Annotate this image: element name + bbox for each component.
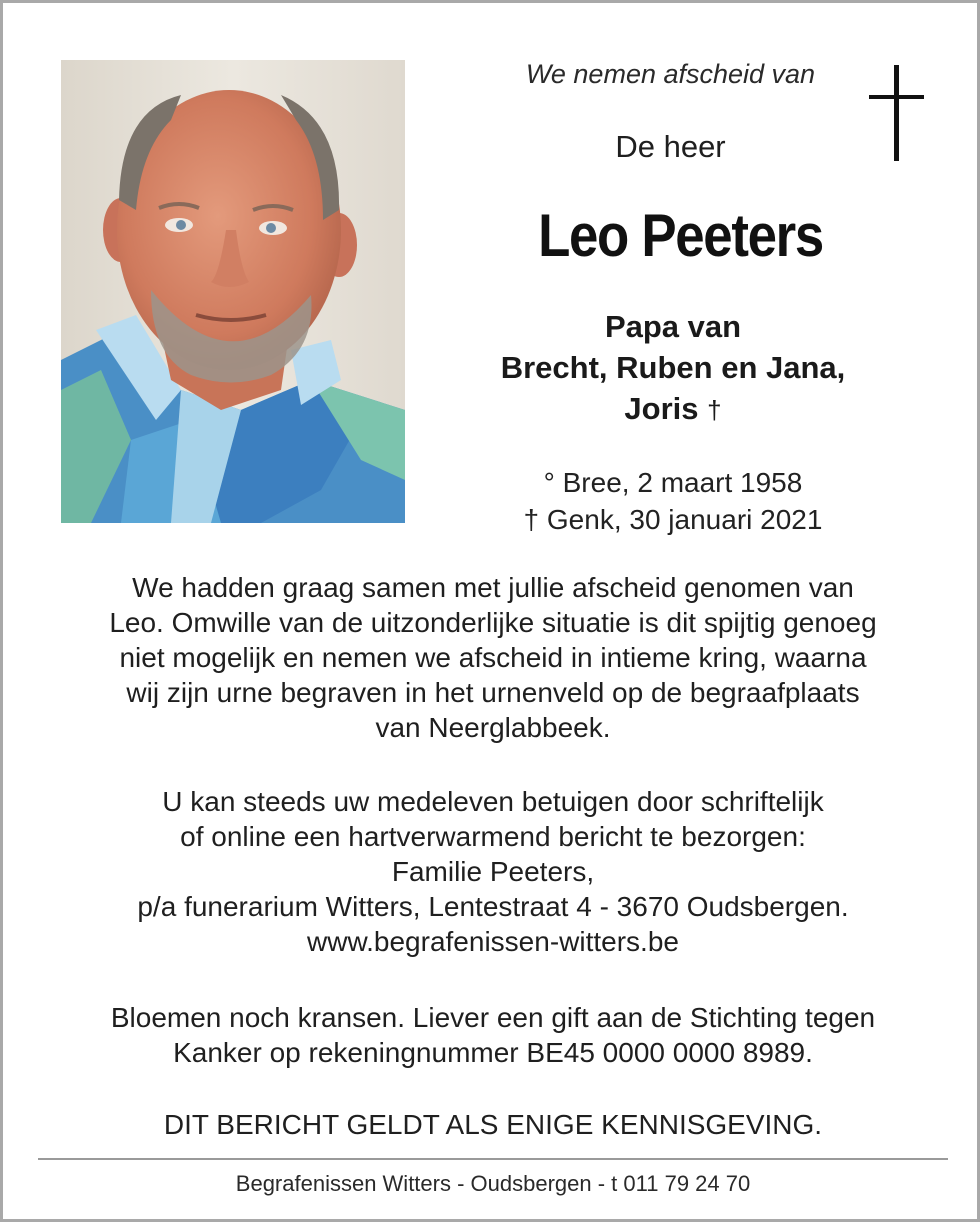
- text-line: Kanker op rekeningnummer BE45 0000 0000 8989.: [173, 1037, 813, 1068]
- relation-line-1: Papa van: [604, 309, 742, 344]
- donation-paragraph: [43, 1000, 943, 1070]
- condolence-paragraph: [43, 784, 943, 959]
- relation-line-2: Brecht, Ruben en Jana,: [500, 350, 846, 385]
- text-line: We hadden graag samen met jullie afscheid genomen van: [132, 572, 854, 603]
- website-line: www.begrafenissen-witters.be: [307, 926, 679, 957]
- deceased-mark: †: [707, 395, 722, 425]
- footer-funeral-home: Begrafenissen Witters - Oudsbergen - t 011 79 24 70: [235, 1171, 751, 1196]
- intro-line: We nemen afscheid van: [525, 59, 816, 89]
- deceased-name: Leo Peeters: [538, 202, 823, 269]
- text-line: U kan steeds uw medeleven betuigen door schriftelijk: [162, 786, 824, 817]
- announcement-line: DIT BERICHT GELDT ALS ENIGE KENNISGEVING.: [163, 1109, 823, 1140]
- death-line: † Genk, 30 januari 2021: [523, 504, 823, 535]
- dates-block: [423, 464, 923, 538]
- relation-line-3-text: Joris: [624, 391, 699, 426]
- text-line: wij zijn urne begraven in het urnenveld op de begraafplaats: [126, 677, 860, 708]
- text-line: van Neerglabbeek.: [375, 712, 611, 743]
- portrait-photo: [61, 60, 405, 523]
- relation-block: [423, 306, 923, 431]
- cross-icon: [869, 65, 924, 161]
- birth-line: ° Bree, 2 maart 1958: [543, 467, 803, 498]
- text-line: niet mogelijk en nemen we afscheid in intieme kring, waarna: [119, 642, 867, 673]
- footer-divider: [38, 1158, 948, 1160]
- text-line: p/a funerarium Witters, Lentestraat 4 - 3670 Oudsbergen.: [137, 891, 849, 922]
- relation-line-3: [423, 388, 923, 431]
- farewell-paragraph: [43, 570, 943, 745]
- text-line: of online een hartverwarmend bericht te bezorgen:: [180, 821, 806, 852]
- text-line: Bloemen noch kransen. Liever een gift aan de Stichting tegen: [110, 1002, 876, 1033]
- text-line: Leo. Omwille van de uitzonderlijke situatie is dit spijtig genoeg: [109, 607, 877, 638]
- text-line: Familie Peeters,: [391, 856, 595, 887]
- salutation: De heer: [615, 129, 726, 164]
